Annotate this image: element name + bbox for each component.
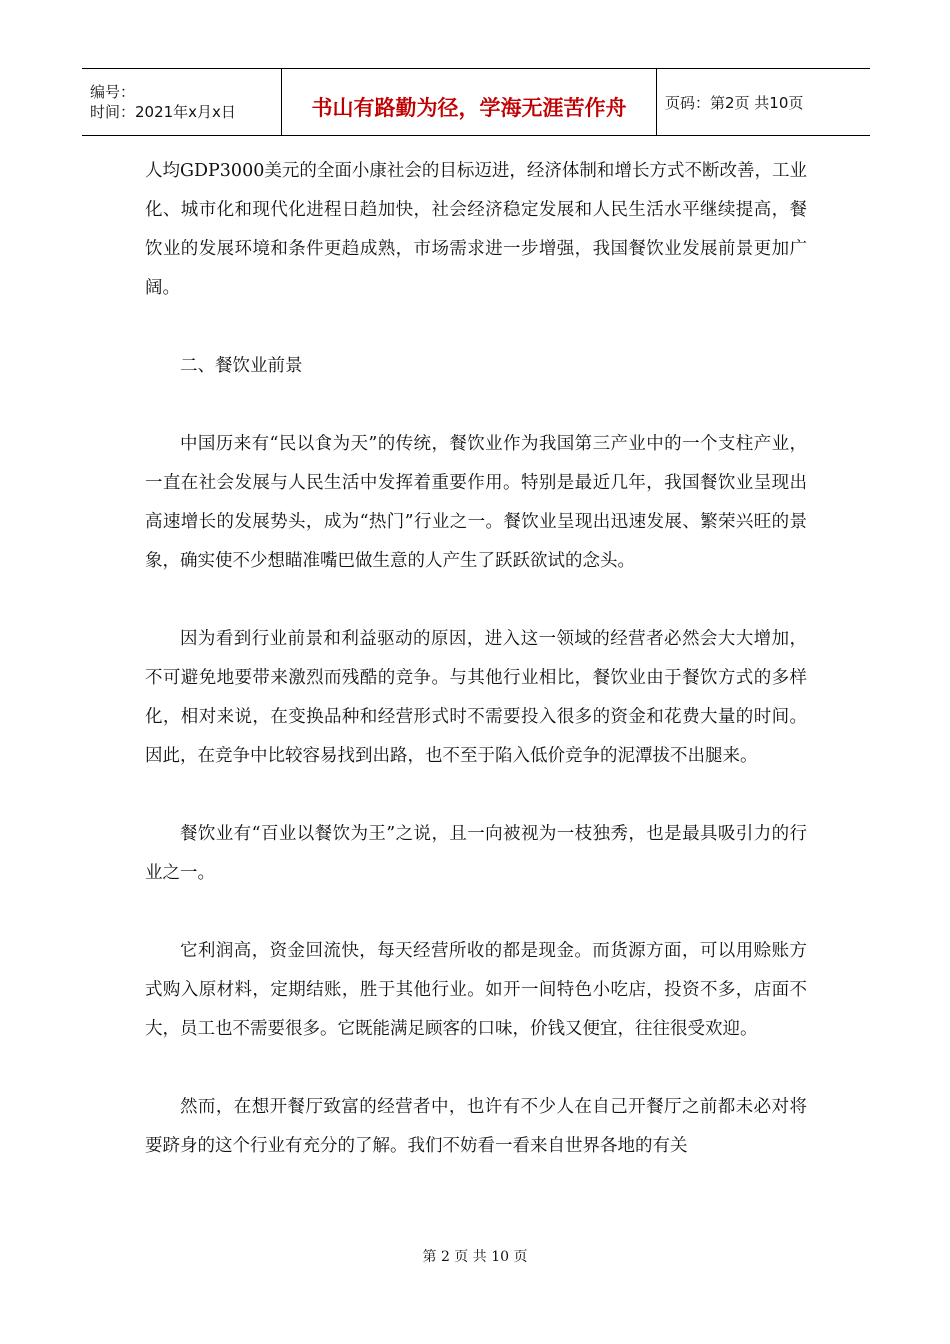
header-meta-cell xyxy=(82,69,282,135)
page-footer xyxy=(0,1246,950,1266)
document-body xyxy=(145,152,807,1205)
section-heading: 二、餐饮业前景 xyxy=(180,356,303,376)
header-page-cell xyxy=(657,69,870,135)
footer-page-number: 第 2 页 共 10 页 xyxy=(422,1249,528,1265)
header-motto-cell xyxy=(282,69,657,135)
paragraph: 因为看到行业前景和利益驱动的原因，进入这一领域的经营者必然会大大增加，不可避免地要带来激烈而残酷的竞争。与其他行业相比，餐饮业由于餐饮方式的多样化，相对来说，在变换品种和经营形式时不需要投入很多的资金和花费大量的时间。因此，在竞争中比较容易找到出路，也不至于陷入低价竞争的泥潭拔不出腿来。 xyxy=(145,629,807,766)
paragraph: 中国历来有“民以食为天”的传统，餐饮业作为我国第三产业中的一个支柱产业，一直在社会发展与人民生活中发挥着重要作用。特别是最近几年，我国餐饮业呈现出高速增长的发展势头，成为“热门”行业之一。餐饮业呈现出迅速发展、繁荣兴旺的景象，确实使不少想瞄准嘴巴做生意的人产生了跃跃欲试的念头。 xyxy=(145,434,807,571)
paragraph: 然而，在想开餐厅致富的经营者中，也许有不少人在自己开餐厅之前都未必对将要跻身的这个行业有充分的了解。我们不妨看一看来自世界各地的有关 xyxy=(145,1097,807,1156)
paragraph-continuation: 人均GDP3000美元的全面小康社会的目标迈进，经济体制和增长方式不断改善，工业化、城市化和现代化进程日趋加快，社会经济稳定发展和人民生活水平继续提高，餐饮业的发展环境和条件更趋成熟，市场需求进一步增强，我国餐饮业发展前景更加广阔。 xyxy=(145,161,807,298)
paragraph: 餐饮业有“百业以餐饮为王”之说，且一向被视为一枝独秀，也是最具吸引力的行业之一。 xyxy=(145,824,807,883)
page-header xyxy=(82,68,870,136)
header-motto: 书山有路勤为径，学海无涯苦作舟 xyxy=(311,96,627,120)
document-number-label: 编号： xyxy=(90,83,136,101)
paragraph: 它利润高，资金回流快，每天经营所收的都是现金。而货源方面，可以用赊账方式购入原材料，定期结账，胜于其他行业。如开一间特色小吃店，投资不多，店面不大，员工也不需要很多。它既能满足顾客的口味，价钱又便宜，往往很受欢迎。 xyxy=(145,941,807,1039)
header-page-info: 页码：第2页 共10页 xyxy=(665,93,804,112)
document-date: 时间：2021年x月x日 xyxy=(90,103,236,121)
